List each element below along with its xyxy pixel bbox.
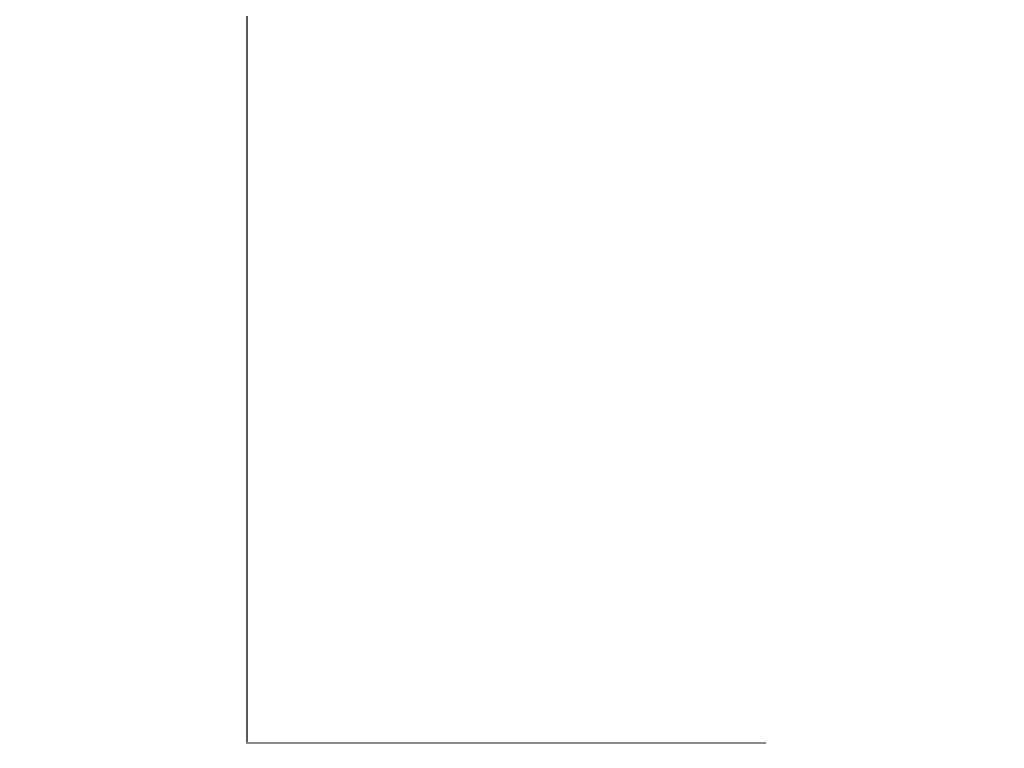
- scan-bottom-edge: [246, 742, 766, 744]
- scan-left-edge: [246, 16, 248, 744]
- toc-page: [264, 44, 740, 62]
